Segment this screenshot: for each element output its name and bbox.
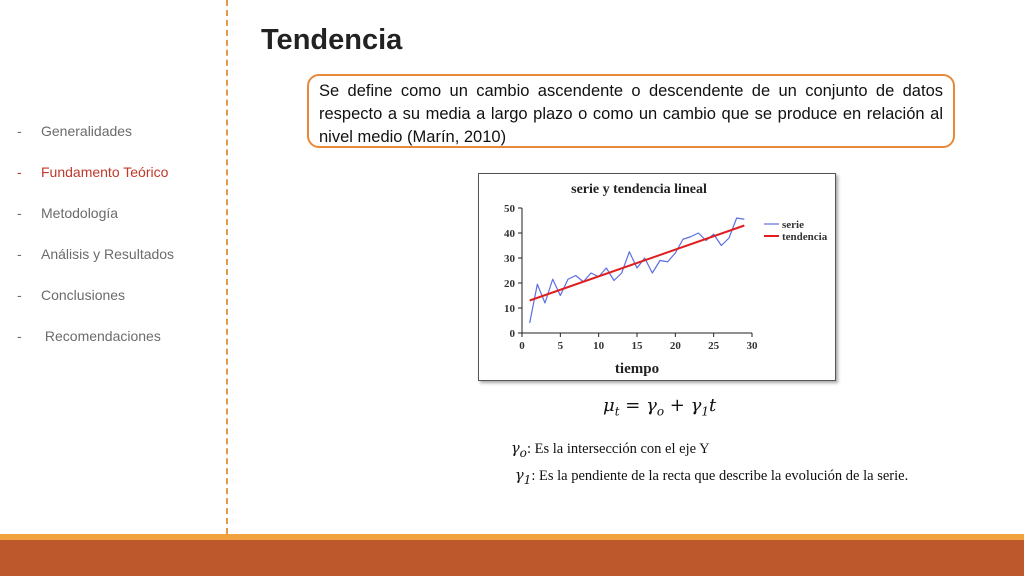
nav-dash: - [17, 123, 22, 139]
definition-box: Se define como un cambio ascendente o descendente de un conjunto de datos respecto a su media a largo plazo o como un cambio que se produce en relación al nivel medio (Marín, 2010) [307, 74, 955, 148]
gamma0-text: : Es la intersección con el eje Y [526, 441, 710, 457]
series-line-serie [530, 218, 745, 323]
nav-label: Fundamento Teórico [41, 164, 169, 180]
x-tick-label: 5 [557, 340, 564, 352]
vertical-divider [226, 0, 228, 534]
legend-label-serie: serie [782, 219, 804, 231]
chart-marks [530, 218, 745, 323]
nav-label: Conclusiones [41, 287, 126, 303]
nav-dash: - [17, 246, 22, 262]
x-tick-label: 25 [708, 340, 720, 352]
nav-label: Análisis y Resultados [41, 246, 175, 262]
x-tick-label: 20 [669, 340, 681, 352]
x-tick-label: 15 [631, 340, 643, 352]
formula-equals: = [619, 395, 647, 416]
nav-dash: - [17, 205, 22, 221]
x-tick-label: 10 [593, 340, 605, 352]
formula-gamma1: γ [690, 395, 702, 416]
gamma0-subscript: o [519, 445, 527, 460]
nav-dash: - [17, 164, 22, 180]
nav-dash: - [17, 287, 22, 303]
nav-label: Generalidades [41, 123, 133, 139]
nav-item-generalidades[interactable] [17, 123, 174, 164]
nav-item-fundamento-teorico[interactable] [17, 164, 174, 205]
series-line-tendencia [530, 226, 745, 301]
nav-item-metodologia[interactable] [17, 205, 174, 246]
trend-chart [478, 173, 836, 381]
footer-bar [0, 540, 1024, 576]
nav-item-analisis-resultados[interactable] [17, 246, 174, 287]
formula-plus: + [664, 395, 691, 416]
y-tick-label: 50 [504, 203, 515, 215]
formula-gamma0-sub: o [656, 404, 665, 419]
nav-label: Recomendaciones [41, 328, 161, 344]
formula-gamma0: γ [646, 395, 657, 416]
y-tick-label: 20 [504, 278, 515, 290]
x-tick-label: 0 [519, 340, 525, 352]
legend-label-tendencia: tendencia [782, 231, 828, 243]
nav-item-recomendaciones[interactable] [17, 328, 174, 369]
gamma1-text: : Es la pendiente de la recta que describe la evolución de la serie. [531, 468, 909, 484]
y-tick-label: 0 [509, 328, 515, 340]
formula-mu-sub: t [614, 404, 620, 419]
gamma1-symbol: γ [515, 468, 524, 484]
chart-xlabel: tiempo [614, 361, 660, 377]
nav-dash: - [17, 328, 22, 344]
formula-mu: μ [603, 395, 615, 416]
page-title: Tendencia [261, 24, 403, 56]
formula-t: t [709, 395, 717, 416]
chart-svg [479, 174, 835, 380]
chart-axes [504, 203, 758, 352]
gamma0-definition [511, 441, 710, 460]
chart-legend [764, 219, 828, 243]
nav-item-conclusiones[interactable] [17, 287, 174, 328]
x-tick-label: 30 [746, 340, 758, 352]
trend-formula [603, 395, 716, 419]
formula-gamma1-sub: 1 [701, 404, 709, 419]
gamma1-definition [515, 468, 908, 487]
chart-title: serie y tendencia lineal [571, 182, 707, 197]
sidebar-nav [17, 123, 174, 369]
gamma1-subscript: 1 [523, 472, 532, 487]
y-tick-label: 40 [504, 228, 515, 240]
y-tick-label: 30 [504, 253, 515, 265]
y-tick-label: 10 [504, 303, 515, 315]
nav-label: Metodología [41, 205, 119, 221]
gamma0-symbol: γ [511, 441, 520, 457]
